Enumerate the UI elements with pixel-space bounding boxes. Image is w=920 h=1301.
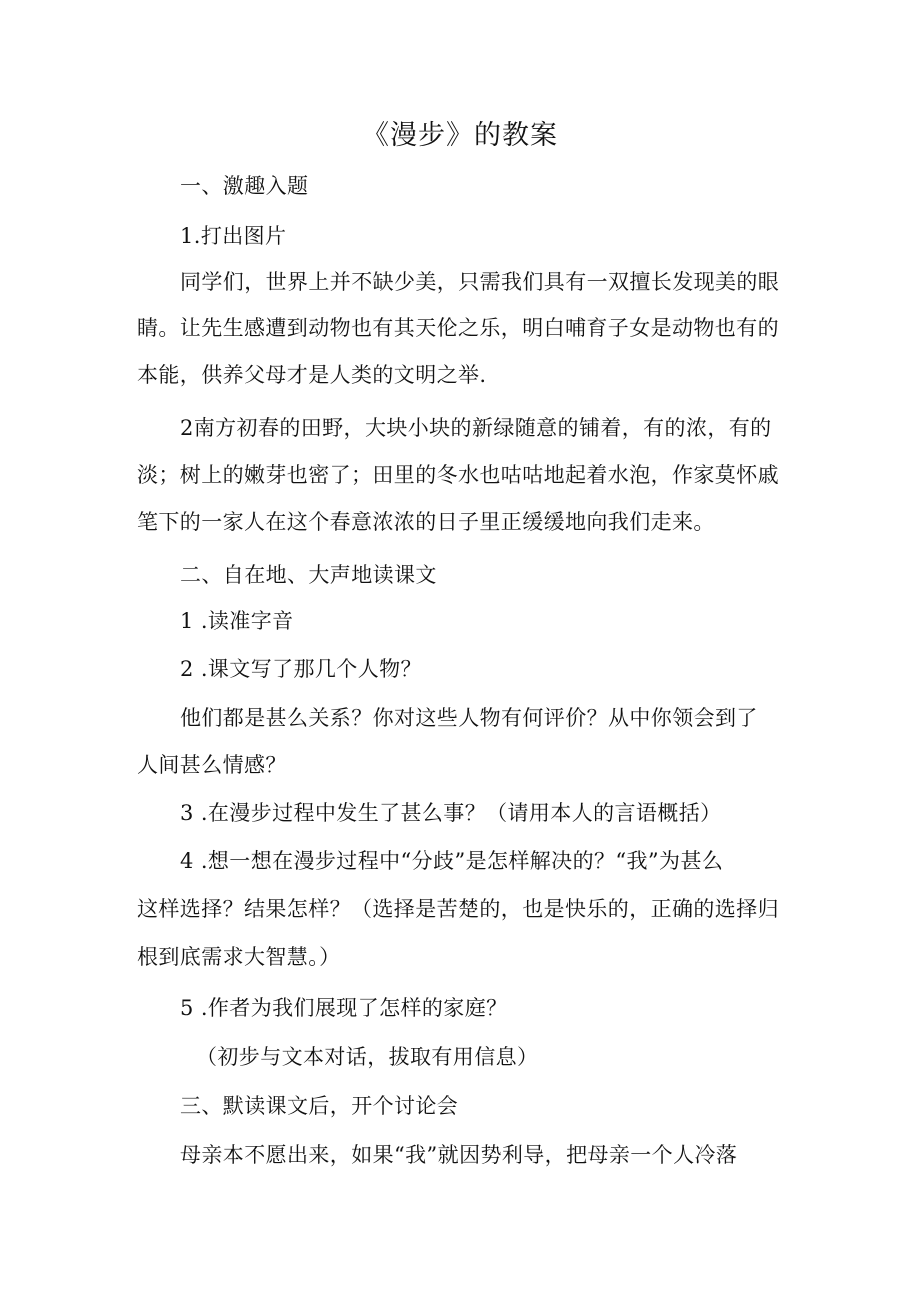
paragraph-line: 睛。让先生感遭到动物也有其天伦之乐，明白哺育子女是动物也有的 <box>137 316 779 340</box>
heading-section-1: 一、激趣入题 <box>180 174 309 198</box>
item-2-2: 2 .课文写了那几个人物？ <box>180 657 422 681</box>
paragraph-line: 他们都是甚么关系？你对这些人物有何评价？从中你领会到了 <box>180 706 758 730</box>
note-line: （初步与文本对话，拔取有用信息） <box>196 1045 539 1069</box>
item-2-3: 3 .在漫步过程中发生了甚么事？（请用本人的言语概括） <box>180 801 722 825</box>
item-2-1: 1 .读准字音 <box>180 609 294 633</box>
paragraph-line: 母亲本不愿出来，如果“我”就因势利导，把母亲一个人冷落 <box>180 1143 738 1167</box>
paragraph-line: 人间甚么情感？ <box>137 753 287 777</box>
heading-section-3: 三、默读课文后，开个讨论会 <box>180 1094 459 1118</box>
paragraph-line: 根到底需求大智慧。） <box>137 945 341 969</box>
paragraph-line: 笔下的一家人在这个春意浓浓的日子里正缓缓地向我们走来。 <box>137 510 715 534</box>
item-2-5: 5 .作者为我们展现了怎样的家庭？ <box>180 996 508 1020</box>
paragraph-line: 2南方初春的田野，大块小块的新绿随意的铺着，有的浓，有的 <box>180 416 772 440</box>
paragraph-line: 这样选择？结果怎样？（选择是苦楚的，也是快乐的，正确的选择归 <box>137 897 779 921</box>
paragraph-line: 淡；树上的嫩芽也密了；田里的冬水也咕咕地起着水泡，作家莫怀戚 <box>137 463 779 487</box>
item-2-4: 4 .想一想在漫步过程中“分歧”是怎样解决的？“我”为甚么 <box>180 849 724 873</box>
item-1-1: 1.打出图片 <box>180 224 287 248</box>
paragraph-line: 同学们，世界上并不缺少美，只需我们具有一双擅长发现美的眼 <box>180 270 780 294</box>
document-title: 《漫步》的教案 <box>362 120 558 151</box>
paragraph-line: 本能，供养父母才是人类的文明之举. <box>137 363 487 387</box>
heading-section-2: 二、自在地、大声地读课文 <box>180 563 437 587</box>
